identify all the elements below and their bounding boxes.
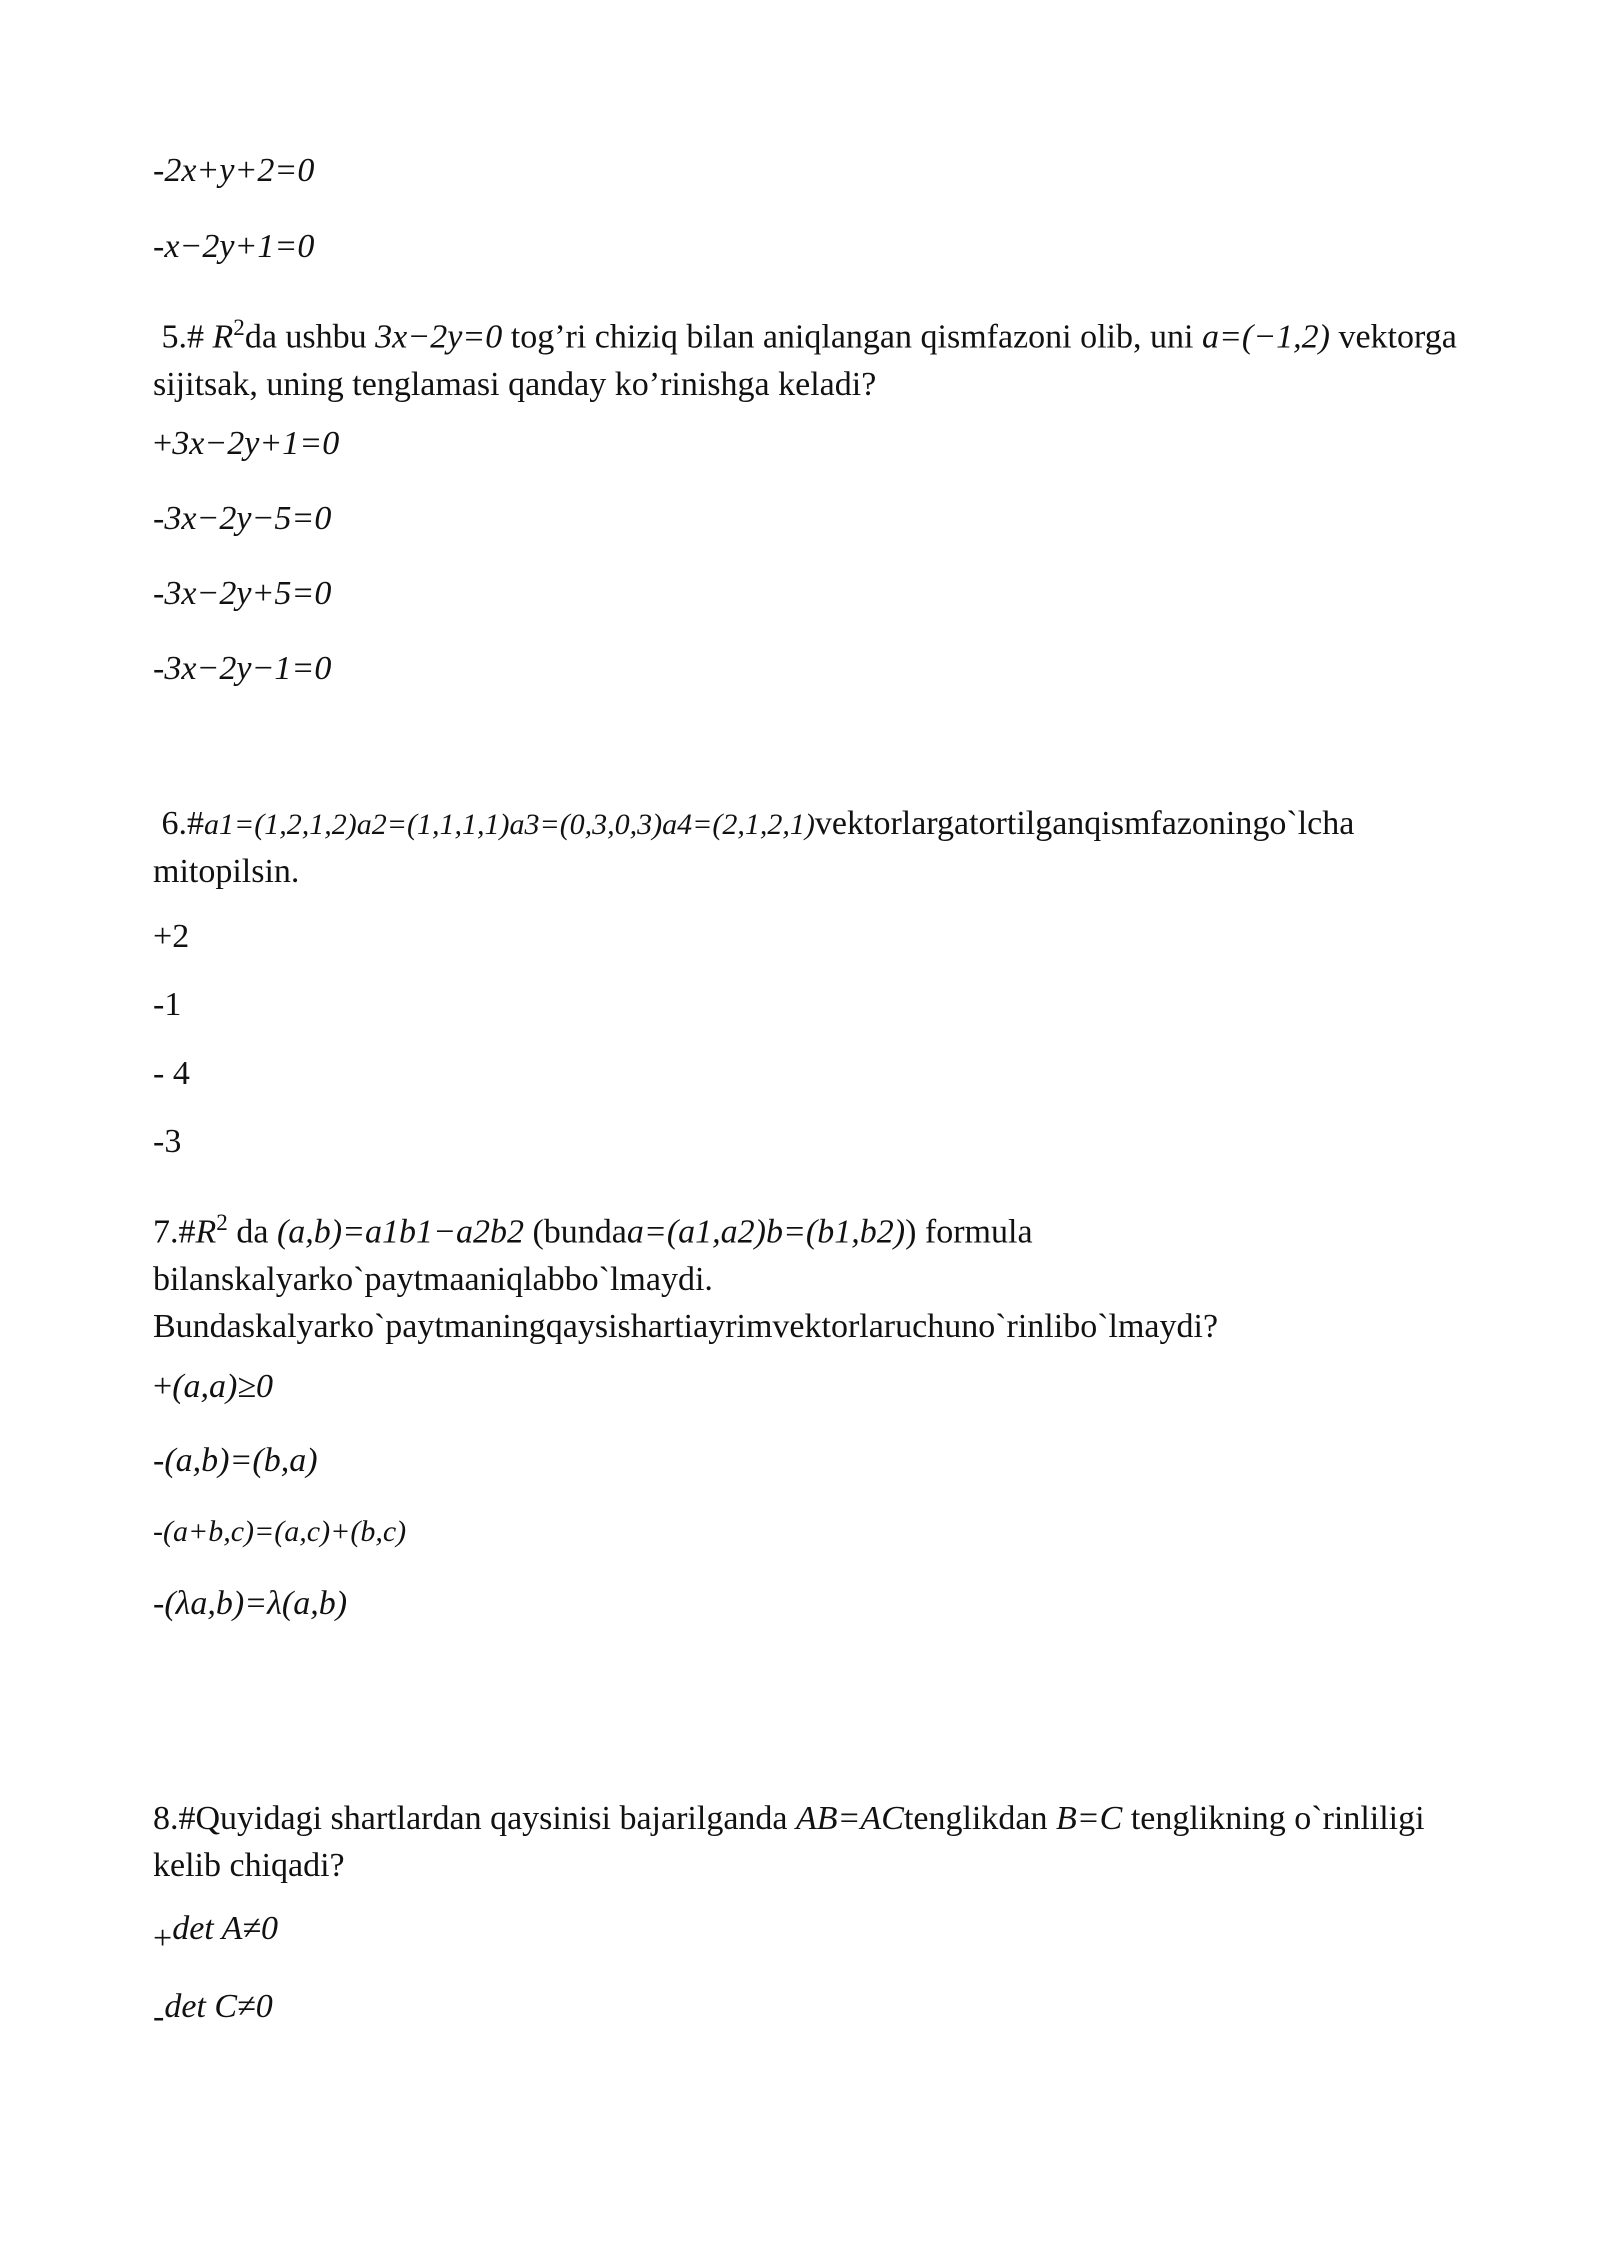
- q5-prompt: 5.# $R^2da$ ushbu 3x−2y=0 tog’ri chiziq bilan aniqlangan qismfazoni olib, uni a=(−1,2) vektorga sijitsak, uning tenglamasi qanday ko’rinishga keladi?: [153, 315, 1457, 403]
- q8-prompt: 8.#Quyidagi shartlardan qaysinisi bajarilganda AB=ACtenglikdan B=C tenglikning o`rinliligi kelib chiqadi?: [153, 1800, 1425, 1884]
- q6-option-1: +2: [153, 918, 190, 955]
- q8-option-1: +det A≠0: [153, 1910, 279, 1958]
- q5-option-1: +3x−2y+1=0: [153, 425, 340, 462]
- q6-prompt: 6.#a1=(1,2,1,2)a2=(1,1,1,1)a3=(0,3,0,3)a4=(2,1,2,1)vektorlargatortilganqismfazoningo`lcha mitopilsin.: [153, 805, 1355, 890]
- q7-option-1: +(a,a)≥0: [153, 1368, 273, 1405]
- q8-option-2: -det C≠0: [153, 1988, 273, 2036]
- q6-option-2: -1: [153, 986, 182, 1023]
- q7-option-4: -(λa,b)=λ(a,b): [153, 1585, 348, 1622]
- q5-option-3: -3x−2y+5=0: [153, 575, 332, 612]
- q5-option-2: -3x−2y−5=0: [153, 500, 332, 537]
- q5-option-4: -3x−2y−1=0: [153, 650, 332, 687]
- q6-option-4: -3: [153, 1123, 182, 1160]
- q6-option-3: - 4: [153, 1055, 190, 1092]
- q4-option-1: -2x+y+2=0: [153, 152, 315, 189]
- q7-prompt: $7.\#R^2$ da (a,b)=a1b1−a2b2 (bundaa=(a1,a2)b=(b1,b2)) formula bilanskalyarko`paytmaaniqlabbo`lmaydi. Bundaskalyarko`paytmaningqaysishartiayrimvektorlaruchuno`rinlibo`lmaydi?: [153, 1210, 1219, 1345]
- q7-option-3: -(a+b,c)=(a,c)+(b,c): [153, 1515, 407, 1548]
- q7-option-2: -(a,b)=(b,a): [153, 1442, 318, 1479]
- q4-option-2: -x−2y+1=0: [153, 228, 315, 265]
